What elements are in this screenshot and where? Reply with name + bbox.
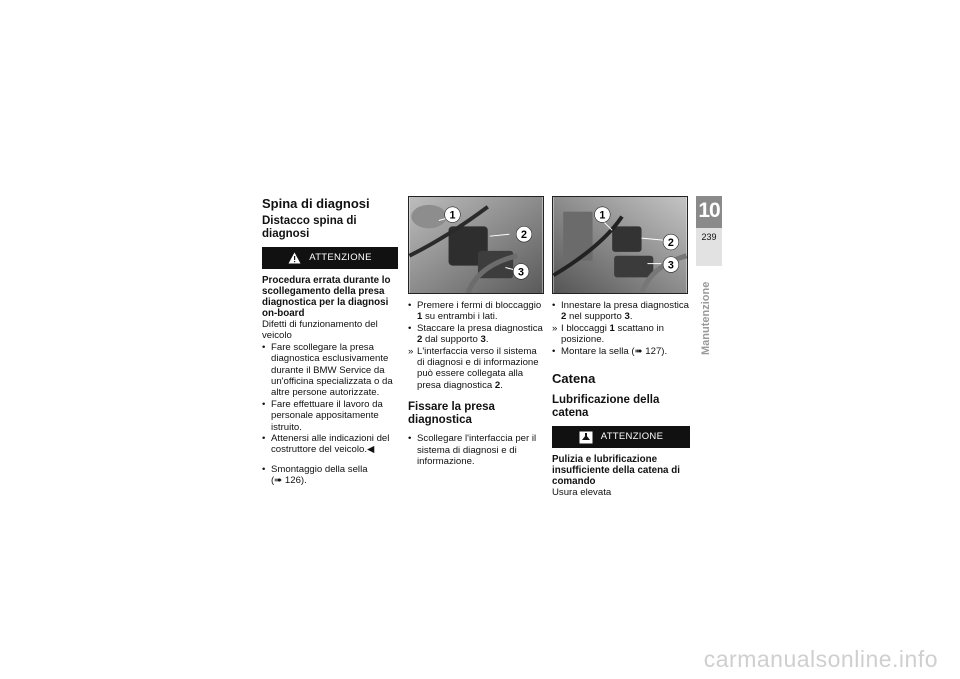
callout-marker: [663, 257, 679, 273]
item-text: Premere i fermi di bloccaggio: [417, 300, 542, 311]
item-text: su entrambi i lati.: [422, 311, 498, 323]
subtitle-lubrificazione: Lubrificazione della catena: [552, 394, 660, 420]
item-text: I bloccaggi: [561, 322, 610, 334]
callout-marker: [513, 264, 529, 280]
warning-banner: [262, 247, 398, 269]
column-3: [552, 196, 690, 498]
warning-label: ATTENZIONE: [309, 252, 372, 264]
section-title-catena: Catena: [552, 371, 596, 387]
callout-3: 3: [667, 259, 674, 272]
callout-marker: [516, 226, 532, 242]
callout-marker: [595, 207, 611, 223]
callout-ref: 3: [480, 334, 486, 346]
environment-note-icon: [579, 431, 593, 444]
item-text: scattano in posizione.: [561, 322, 664, 346]
chapter-tab: [696, 196, 722, 266]
warning-bullets: [262, 342, 398, 456]
list-item: • Fare scollegare la presa diagnostica esclusivamente durante il BMW Service da un'officina specializzata o da altre persone autorizzate.: [262, 342, 398, 399]
list-item: [262, 464, 398, 487]
chapter-vertical-title: Manutenzione: [700, 281, 712, 355]
callout-ref: 2: [417, 334, 423, 346]
step-list: [262, 464, 398, 487]
column-1: [262, 196, 398, 487]
callout-3: 3: [518, 266, 525, 279]
callout-marker: [445, 207, 461, 223]
item-text: Staccare la presa diagnostica: [417, 322, 543, 334]
section-title-spina: Spina di diagnosi: [262, 196, 370, 211]
callout-ref: 2: [494, 379, 501, 391]
procedure-list: [552, 300, 690, 357]
callout-marker: [663, 234, 679, 250]
list-item: [408, 300, 544, 323]
chapter-number: 10: [698, 199, 720, 222]
warning-text: Difetti di funzionamento del veicolo: [262, 319, 378, 342]
warning-title: Pulizia e lubrificazione insufficiente della catena di comando: [552, 454, 680, 488]
item-text: Innestare la presa diagnostica: [561, 300, 689, 311]
item-text: dal supporto: [422, 334, 481, 346]
warning-triangle-icon: [288, 252, 301, 264]
list-item: • Scollegare l'interfaccia per il sistema di diagnosi e di informazione.: [408, 433, 544, 467]
item-text: nel supporto: [566, 311, 625, 323]
list-item: • Fare effettuare il lavoro da personale appositamente istruito.: [262, 399, 398, 433]
list-item: • Attenersi alle indicazioni del costruttore del veicolo.◀: [262, 433, 398, 456]
warning-banner: [552, 426, 690, 448]
warning-title: Procedura errata durante lo scollegamento della presa diagnostica per la diagnosi on-board: [262, 275, 391, 319]
subtitle-fissare: Fissare la presa diagnostica: [408, 401, 495, 427]
warning-text: Usura elevata: [552, 487, 612, 499]
callout-ref: 2: [561, 311, 567, 323]
item-text: L'interfaccia verso il sistema di diagnosi e di informazione può essere collegata alla presa diagnostica: [417, 345, 539, 391]
callout-1: 1: [599, 209, 606, 222]
callout-ref: 3: [624, 311, 630, 323]
page-number: 239: [701, 232, 717, 242]
item-text: .: [500, 379, 503, 391]
diagnosis-plug-photo: [408, 196, 544, 294]
callout-1: 1: [449, 209, 456, 222]
fissare-list: [408, 433, 544, 467]
list-item: • Innestare la presa diagnostica 2 nel supporto 3.: [552, 300, 690, 323]
item-text: Montare la sella (➠ 127).: [561, 345, 668, 357]
list-item: [552, 323, 690, 346]
callout-ref: 1: [609, 322, 615, 334]
procedure-list: [408, 300, 544, 391]
plug-bracket-photo: [552, 196, 688, 294]
step-text: Smontaggio della sella: [271, 463, 368, 475]
callout-ref: 1: [417, 311, 423, 323]
list-item: [408, 346, 544, 392]
subtitle-distacco: Distacco spina di diagnosi: [262, 215, 357, 240]
list-item: • Staccare la presa diagnostica 2 dal supporto 3.: [408, 323, 544, 346]
callout-2: 2: [521, 229, 527, 242]
callout-2: 2: [667, 236, 674, 249]
page-reference-link[interactable]: (➠ 126).: [271, 475, 307, 487]
list-item: [552, 346, 690, 357]
column-2: [408, 196, 544, 467]
watermark: carmanualsonline.info: [703, 646, 938, 672]
warning-label: ATTENZIONE: [600, 431, 664, 443]
